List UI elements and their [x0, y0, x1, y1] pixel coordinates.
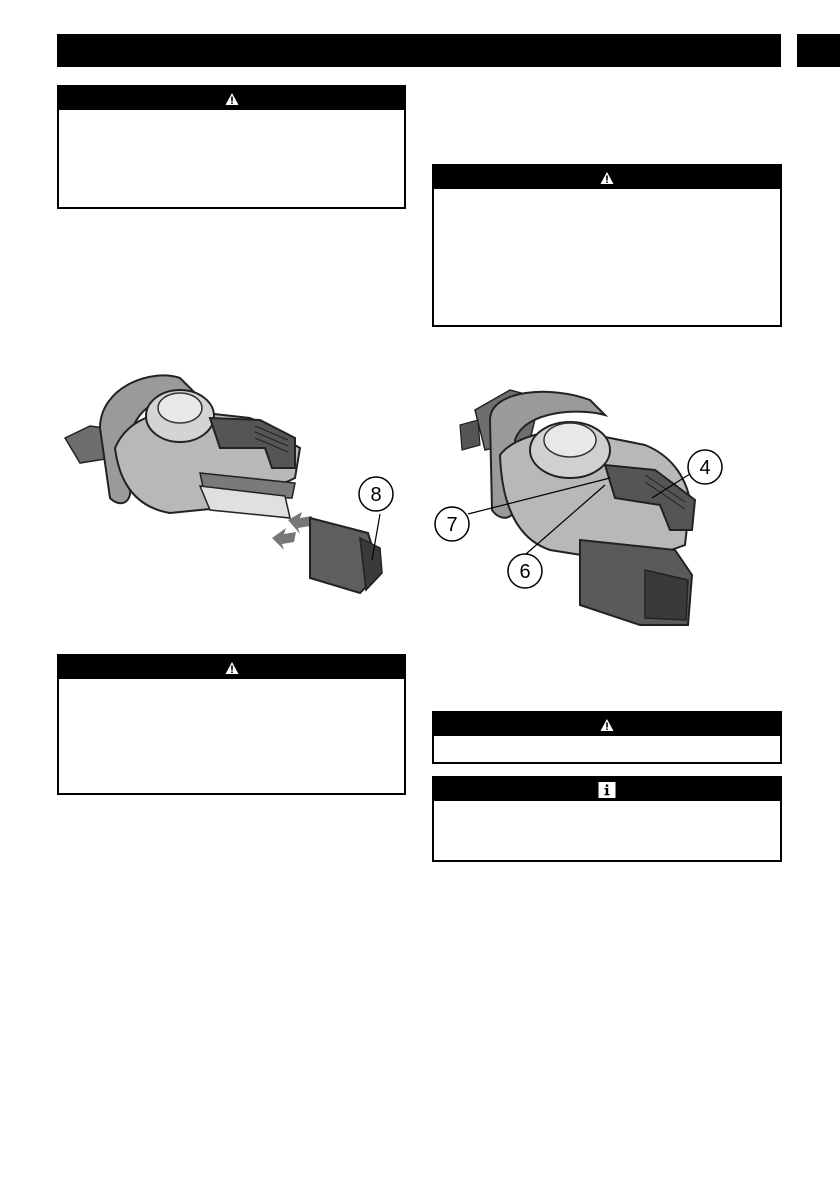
trimmer-installed-illustration [430, 380, 730, 630]
warning-header [59, 87, 404, 110]
battery-removal-illustration [60, 368, 400, 608]
warning-triangle-icon [600, 718, 614, 731]
warning-header [434, 713, 780, 736]
page-header-bar [57, 34, 781, 67]
warning-box-4 [432, 711, 782, 764]
callout-6: 6 [519, 561, 531, 583]
callout-8: 8 [370, 484, 382, 506]
info-icon [599, 782, 616, 798]
warning-triangle-icon [225, 661, 239, 674]
warning-body [434, 736, 780, 752]
info-header [434, 778, 780, 801]
warning-body [59, 679, 404, 695]
warning-box-1 [57, 85, 406, 209]
warning-triangle-icon [225, 92, 239, 105]
callout-7: 7 [446, 514, 458, 536]
warning-body [59, 110, 404, 126]
info-box [432, 776, 782, 862]
warning-body [434, 189, 780, 205]
page-section-tab [797, 34, 840, 67]
warning-box-2 [57, 654, 406, 795]
warning-header [434, 166, 780, 189]
callout-4: 4 [699, 457, 711, 479]
warning-header [59, 656, 404, 679]
warning-box-3 [432, 164, 782, 327]
info-body [434, 801, 780, 817]
warning-triangle-icon [600, 171, 614, 184]
